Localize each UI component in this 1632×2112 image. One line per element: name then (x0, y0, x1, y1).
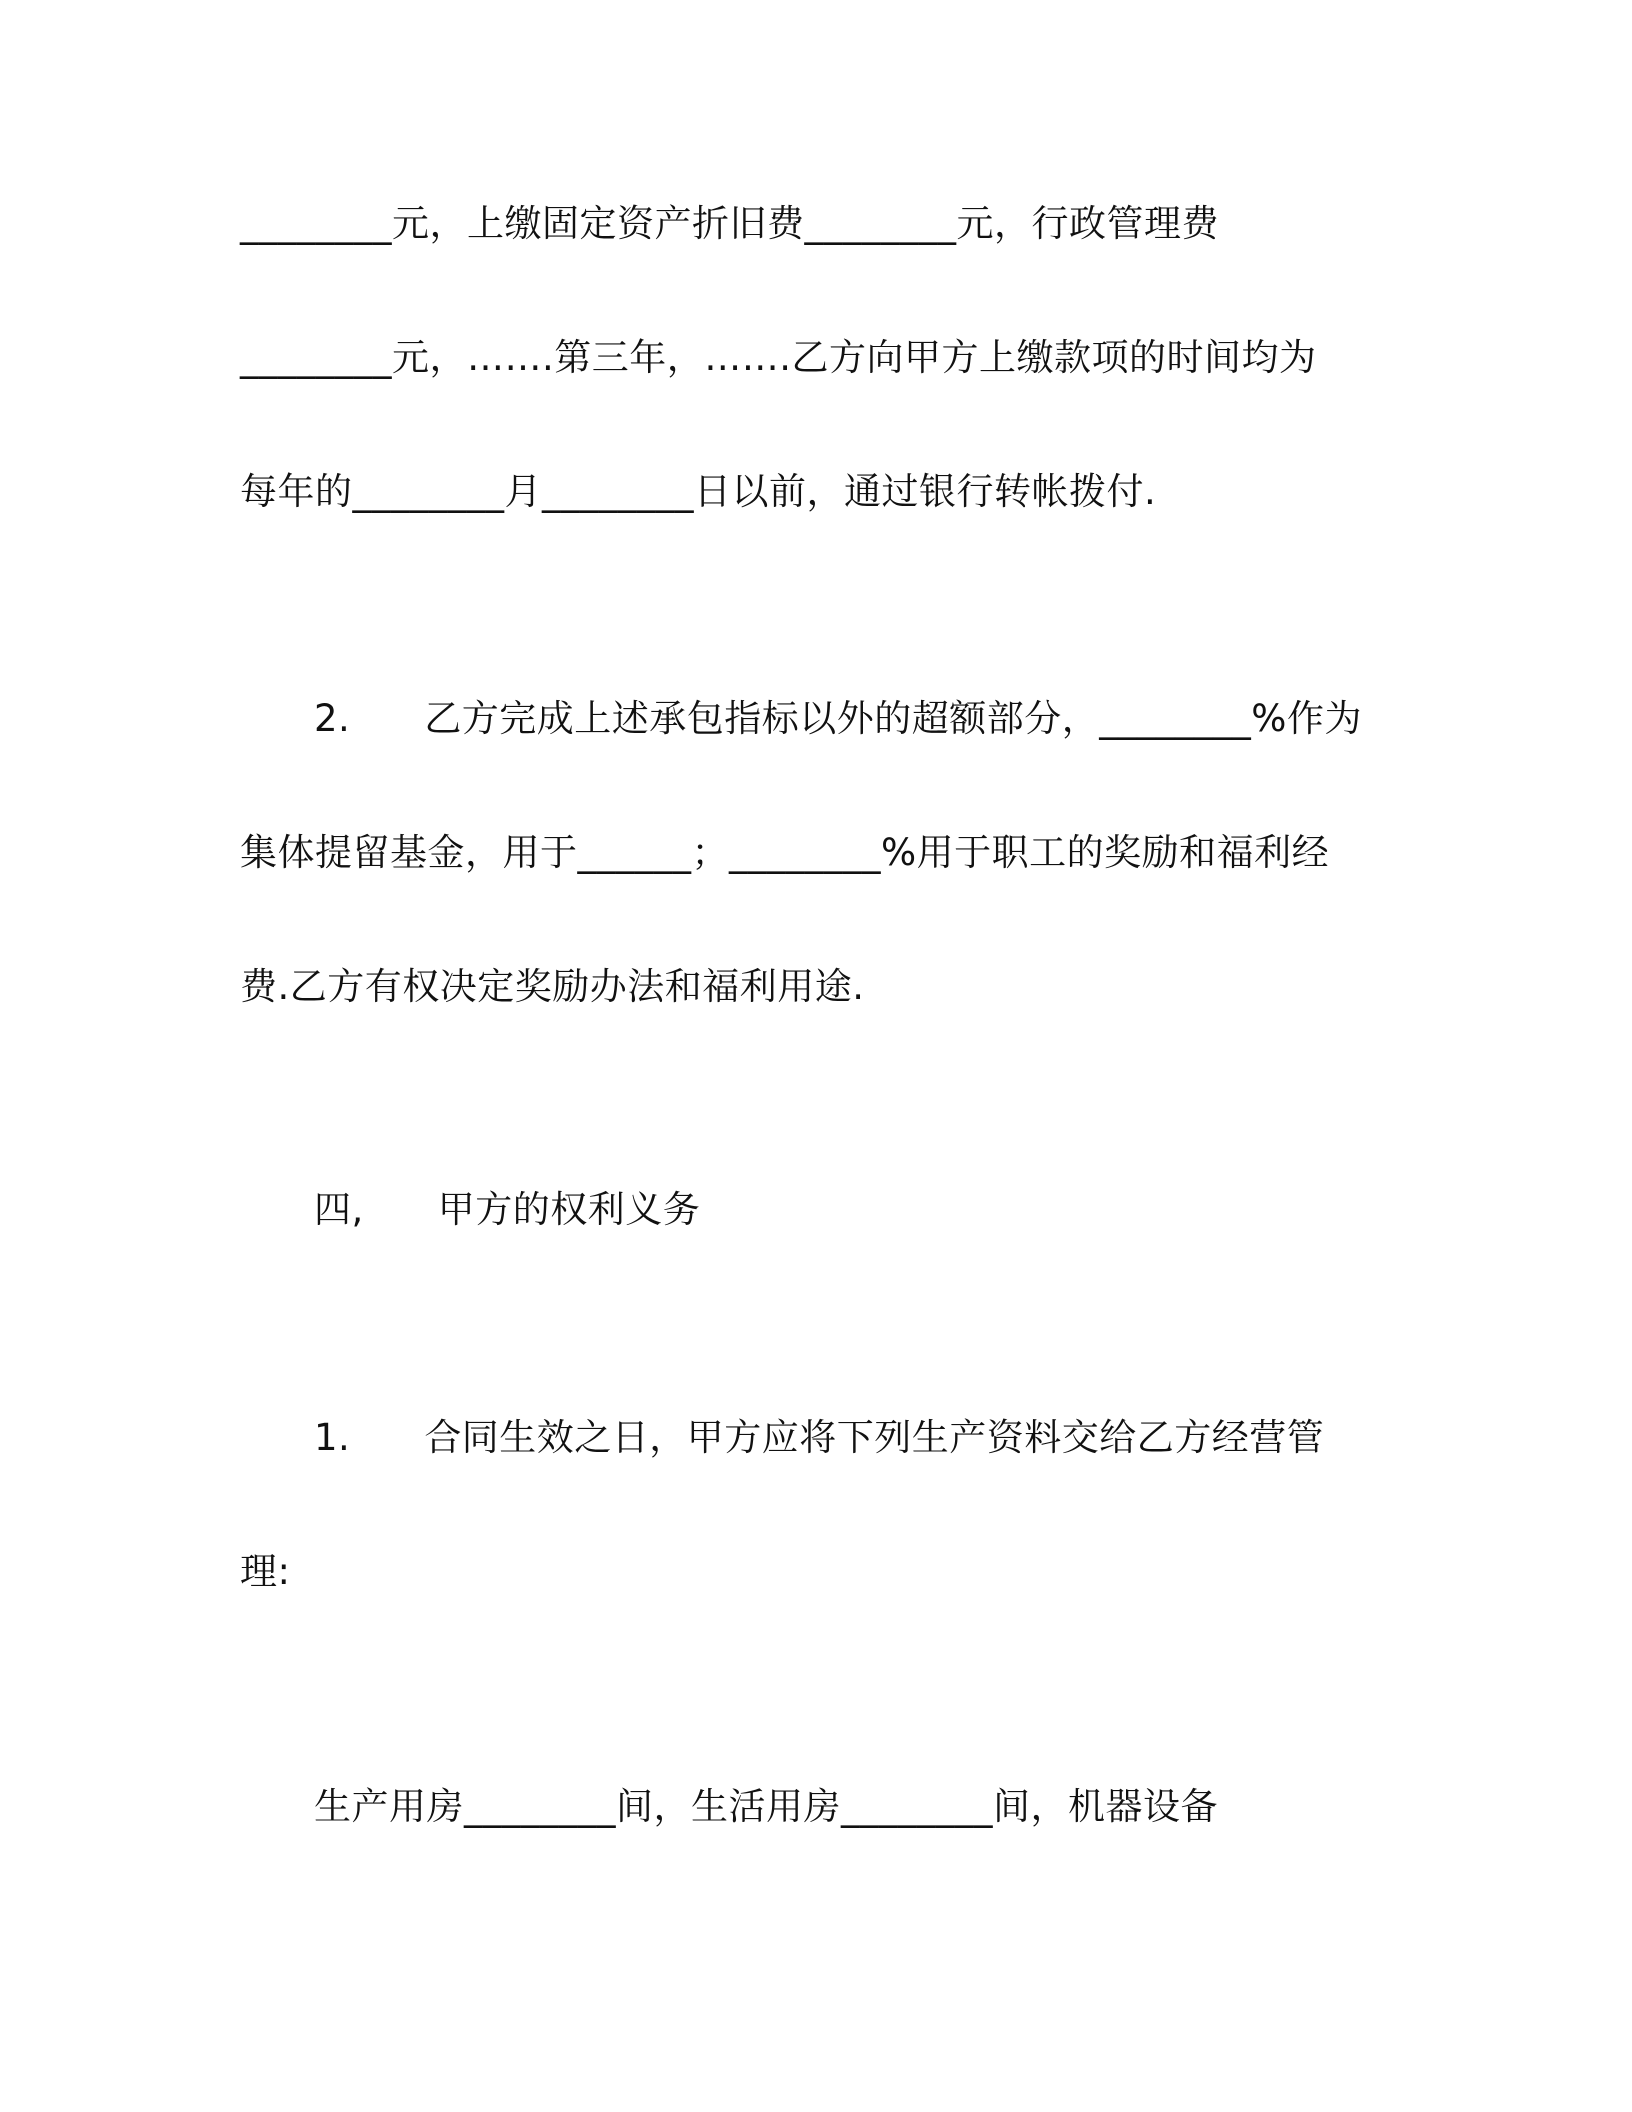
item-2-line-1 (314, 695, 1362, 743)
item-2-line-3: 费.乙方有权决定奖励办法和福利用途. (240, 965, 865, 1008)
section-title: 甲方的权利义务 (437, 1188, 701, 1231)
item-1-line-1 (314, 1414, 1324, 1462)
section-number: 四, (314, 1188, 364, 1231)
assets-line: 生产用房________间，生活用房________间，机器设备 (314, 1785, 1218, 1828)
section-heading (314, 1186, 700, 1234)
item-number: 1. (314, 1416, 351, 1459)
paragraph-line: ________元，上缴固定资产折旧费________元，行政管理费 (240, 202, 1219, 245)
paragraph-line: 每年的________月________日以前，通过银行转帐拨付. (240, 470, 1157, 513)
paragraph-line: ________元，…….第三年，…….乙方向甲方上缴款项的时间均为 (240, 336, 1317, 379)
item-number: 2. (314, 697, 351, 740)
item-text: 乙方完成上述承包指标以外的超额部分，________%作为 (424, 697, 1362, 740)
item-1-line-2: 理: (240, 1550, 291, 1593)
item-text: 合同生效之日，甲方应将下列生产资料交给乙方经营管 (424, 1416, 1325, 1459)
item-2-line-2: 集体提留基金，用于______；________%用于职工的奖励和福利经 (240, 831, 1330, 874)
